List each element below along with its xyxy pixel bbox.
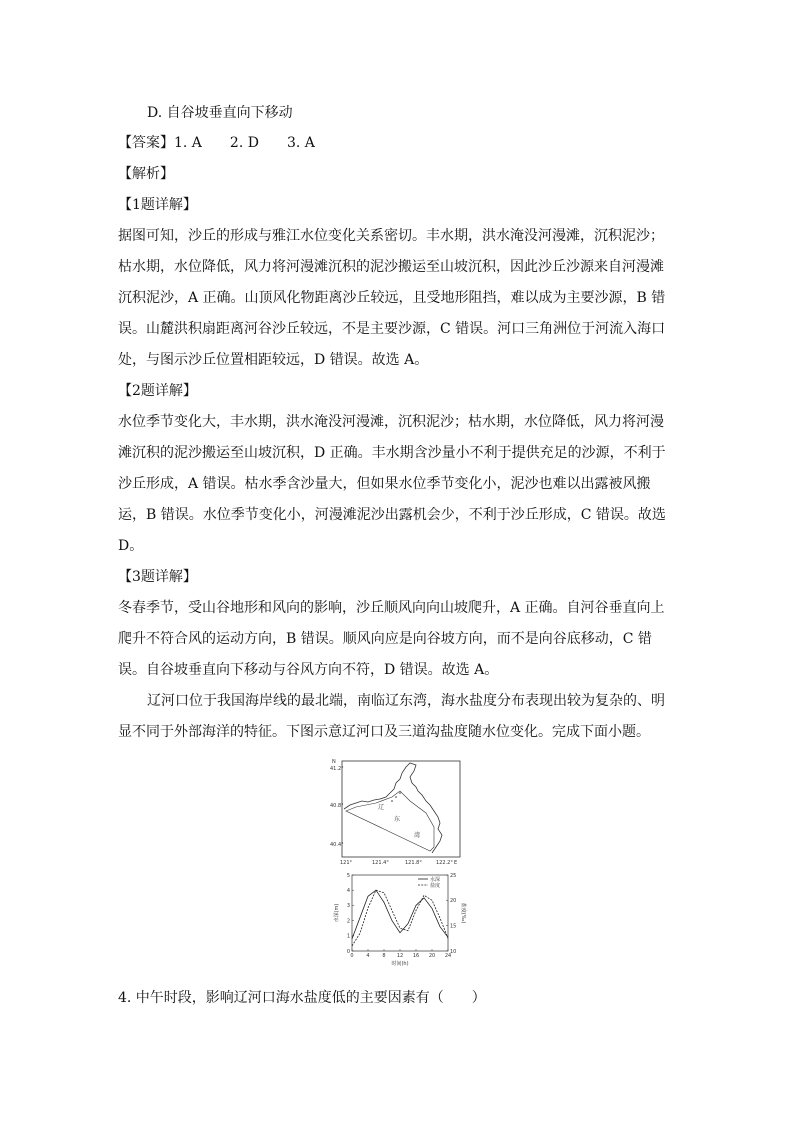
y-left-axis-label: 水深(m) xyxy=(334,903,340,923)
x-tick-label: 8 xyxy=(382,953,386,959)
x-tick-label: 0 xyxy=(350,953,354,959)
question-4: 4. 中午时段，影响辽河口海水盐度低的主要因素有（ ） xyxy=(118,990,486,1006)
q3-heading: 【3题详解】 xyxy=(118,569,197,585)
x-tick-label: 16 xyxy=(412,953,420,959)
q2-text-1: 水位季节变化大，丰水期，洪水淹没河漫滩，沉积泥沙；枯水期，水位降低，风力将河漫 xyxy=(118,414,664,430)
q2-heading: 【2题详解】 xyxy=(118,383,197,399)
q1-text-1: 据图可知，沙丘的形成与雅江水位变化关系密切。丰水期，洪水淹没河漫滩，沉积泥沙； xyxy=(118,228,664,244)
q1-text-5: 处，与图示沙丘位置相距较远，D 错误。故选 A。 xyxy=(118,352,429,368)
y-right-tick-label: 20 xyxy=(450,898,457,905)
map-lat-label: 40.8° xyxy=(330,803,344,809)
map-place-label: 东 xyxy=(394,816,401,823)
depth-salinity-chart xyxy=(330,867,465,972)
station-point xyxy=(399,792,401,794)
q1-text-4: 误。山麓洪积扇距离河谷沙丘较远，不是主要沙源，C 错误。河口三角洲位于河流入海口 xyxy=(118,321,666,337)
q1-text-2: 枯水期，水位降低，风力将河漫滩沉积的泥沙搬运至山坡沉积，因此沙丘沙源来自河漫滩 xyxy=(118,259,664,275)
series-line-depth xyxy=(352,890,448,939)
map-place-label: 辽 xyxy=(378,804,385,811)
q3-text-3: 误。自谷坡垂直向下移动与谷风方向不符，D 错误。故选 A。 xyxy=(118,662,499,678)
map-lon-label: 121.4° xyxy=(372,860,389,866)
q3-text-1: 冬春季节，受山谷地形和风向的影响，沙丘顺风向向山坡爬升，A 正确。自河谷垂直向上 xyxy=(118,600,665,616)
map-north-label: N xyxy=(332,759,336,765)
x-tick-label: 4 xyxy=(366,953,370,959)
q2-text-4: 运，B 错误。水位季节变化小，河漫滩泥沙出露机会少，不利于沙丘形成，C 错误。故选 xyxy=(118,507,666,523)
y-left-tick-label: 2 xyxy=(346,918,350,925)
y-left-tick-label: 3 xyxy=(346,903,350,910)
coastline xyxy=(344,763,442,853)
station-point xyxy=(395,796,397,798)
map-lon-label: 121° xyxy=(340,860,353,866)
q1-text-3: 沉积泥沙，A 正确。山顶风化物距离沙丘较远，且受地形阻挡，难以成为主要沙源，B 错 xyxy=(118,290,666,306)
y-left-tick-label: 0 xyxy=(346,948,350,955)
y-left-tick-label: 4 xyxy=(346,888,350,894)
estuary-map xyxy=(330,757,465,867)
map-lat-label: 41.2° xyxy=(330,766,344,772)
survey-area xyxy=(346,791,434,851)
option-d: D. 自谷坡垂直向下移动 xyxy=(147,105,293,121)
legend-label: 盐度 xyxy=(430,882,441,889)
map-lat-label: 40.4° xyxy=(330,842,344,848)
analysis-heading: 【解析】 xyxy=(118,166,174,182)
y-right-tick-label: 25 xyxy=(450,872,457,879)
station-point xyxy=(391,800,393,802)
y-right-tick-label: 10 xyxy=(450,948,457,955)
series-line-salinity xyxy=(352,890,448,946)
x-tick-label: 12 xyxy=(396,953,404,959)
x-tick-label: 20 xyxy=(428,953,436,959)
legend-label: 水深 xyxy=(430,876,441,883)
q2-text-3: 沙丘形成，A 错误。枯水季含沙量大，但如果水位季节变化小，泥沙也难以出露被风搬 xyxy=(118,476,651,492)
map-east-label: E xyxy=(454,860,458,866)
q1-heading: 【1题详解】 xyxy=(118,197,197,213)
q2-text-2: 滩沉积的泥沙搬运至山坡沉积，D 正确。丰水期含沙量小不利于提供充足的沙源，不利于 xyxy=(118,445,666,461)
x-axis-label: 时间(h) xyxy=(391,961,409,967)
y-left-tick-label: 5 xyxy=(346,872,350,879)
q2-text-5: D。 xyxy=(118,538,144,554)
y-left-tick-label: 1 xyxy=(346,933,350,940)
figure xyxy=(330,757,465,972)
y-right-axis-label: 盐度(‰) xyxy=(460,902,466,924)
map-place-label: 湾 xyxy=(414,832,421,839)
intro-text-1: 辽河口位于我国海岸线的最北端，南临辽东湾，海水盐度分布表现出较为复杂的、明 xyxy=(147,693,665,709)
x-tick-label: 24 xyxy=(444,953,452,959)
map-lon-label: 121.8° xyxy=(405,860,422,866)
y-right-tick-label: 15 xyxy=(450,923,457,930)
q3-text-2: 爬升不符合风的运动方向，B 错误。顺风向应是向谷坡方向，而不是向谷底移动，C 错 xyxy=(118,631,652,647)
map-lon-label: 122.2° xyxy=(436,860,453,866)
answer-line: 【答案】1. A 2. D 3. A xyxy=(118,135,315,151)
intro-text-2: 显不同于外部海洋的特征。下图示意辽河口及三道沟盐度随水位变化。完成下面小题。 xyxy=(118,724,650,740)
